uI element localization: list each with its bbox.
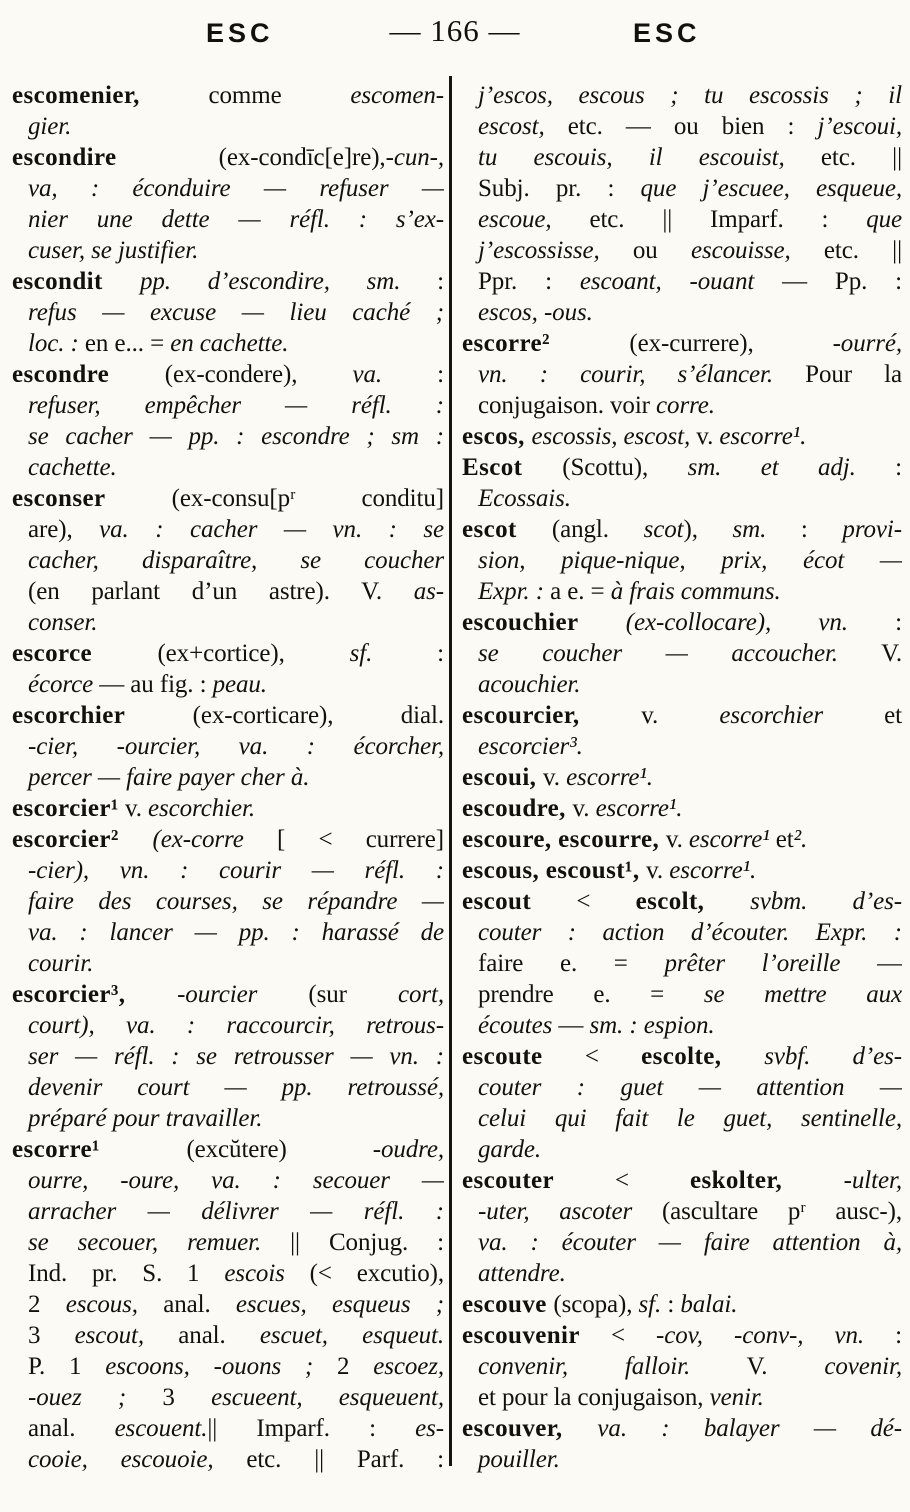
entry-line: escoute < escolte, svbf. d’es- (462, 1043, 902, 1070)
entry-line: se secouer, remuer. || Conjug. : (28, 1229, 444, 1256)
entry-escoute (462, 1041, 902, 1165)
entry-line: escoudre, v. escorre¹. (462, 795, 683, 822)
right-column (462, 80, 902, 1475)
column-divider (449, 76, 452, 1466)
entry-line: et pour la conjugaison, venir. (478, 1384, 764, 1411)
page-number: — 166 — (389, 13, 521, 48)
entry-line: Subj. pr. : que j’escuee, esqueue, (478, 175, 902, 202)
entry-line: 3 escout, anal. escuet, esqueut. (28, 1322, 444, 1349)
entry-line: escouchier (ex-collocare), vn. : (462, 609, 902, 636)
entry-line: escot (angl. scot), sm. : provi- (462, 516, 902, 543)
entry-line: se coucher — accoucher. V. (478, 640, 902, 667)
entry-line: acouchier. (478, 671, 581, 698)
entry-line: conjugaison. voir corre. (478, 392, 715, 419)
entry-line: conser. (28, 609, 98, 636)
entry-escous (462, 855, 902, 886)
entry-escorre-1 (12, 1134, 444, 1475)
entry-line: Ecossais. (478, 485, 571, 512)
entry-line: gier. (28, 113, 72, 140)
entry-line: faire e. = prêter l’oreille — (478, 950, 902, 977)
entry-line: préparé pour travailler. (28, 1105, 263, 1132)
entry-line: va. : lancer — pp. : harassé de (28, 919, 444, 946)
entry-escourcier (462, 700, 902, 762)
entry-line: escorcier² (ex-corre [ < currere] (12, 826, 444, 853)
entry-line: refus — excuse — lieu caché ; (28, 299, 444, 326)
entry-line: escorcier¹ v. escorchier. (12, 795, 256, 822)
entry-line: (en parlant d’un astre). V. as- (28, 578, 444, 605)
entry-escoure (462, 824, 902, 855)
entry-line: escondire (ex-condīc[e]re),-cun-, (12, 144, 444, 171)
entry-escorcier-1 (12, 793, 444, 824)
entry-line: escorchier (ex-corticare), dial. (12, 702, 444, 729)
entry-line: j’escossisse, ou escouisse, etc. || (478, 237, 902, 264)
entry-line: couter : guet — attention — (478, 1074, 902, 1101)
entry-line: tu escouis, il escouist, etc. || (478, 144, 902, 171)
entry-line: cooie, escouoie, etc. || Parf. : (28, 1446, 444, 1473)
entry-line: nier une dette — réfl. : s’ex- (28, 206, 444, 233)
entry-line: va. : écouter — faire attention à, (478, 1229, 902, 1256)
entry-line: escoui, v. escorre¹. (462, 764, 653, 791)
entry-line: percer — faire payer cher à. (28, 764, 310, 791)
entry-line: court), va. : raccourcir, retrous- (28, 1012, 444, 1039)
entry-line: escoure, escourre, v. escorre¹ et². (462, 826, 808, 853)
entry-line: -cier), vn. : courir — réfl. : (28, 857, 444, 884)
entry-escorcier-3 (12, 979, 444, 1134)
entry-esconser (12, 483, 444, 638)
entry-line: pouiller. (478, 1446, 560, 1473)
entry-line: escorre² (ex-currere), -ourré, (462, 330, 902, 357)
entry-line: écoutes — sm. : espion. (478, 1012, 715, 1039)
entry-line: va, : éconduire — refuser — (28, 175, 444, 202)
entry-line: escorcier³. (478, 733, 583, 760)
entry-escondit (12, 266, 444, 359)
entry-line: garde. (478, 1136, 542, 1163)
entry-line: escos, -ous. (478, 299, 593, 326)
entry-line: devenir court — pp. retroussé, (28, 1074, 444, 1101)
entry-escorre-2 (462, 328, 902, 421)
entry-line: Ind. pr. S. 1 escois (< excutio), (28, 1260, 444, 1287)
entry-line: -cier, -ourcier, va. : écorcher, (28, 733, 444, 760)
entry-line: loc. : en e... = en cachette. (28, 330, 289, 357)
entry-line: escout < escolt, svbm. d’es- (462, 888, 902, 915)
entry-line: se cacher — pp. : escondre ; sm : (28, 423, 444, 450)
entry-line: écorce — au fig. : peau. (28, 671, 267, 698)
entry-line: convenir, falloir. V. covenir, (478, 1353, 902, 1380)
entry-line: celui qui fait le guet, sentinelle, (478, 1105, 902, 1132)
entry-line: P. 1 escoons, -ouons ; 2 escoez, (28, 1353, 444, 1380)
entry-line: escorce (ex+cortice), sf. : (12, 640, 444, 667)
entry-line: escost, etc. — ou bien : j’escoui, (478, 113, 902, 140)
entry-escouter (462, 1165, 902, 1289)
entry-line: sion, pique-nique, prix, écot — (478, 547, 902, 574)
entry-escouve (462, 1289, 902, 1320)
entry-line: escous, escoust¹, v. escorre¹. (462, 857, 757, 884)
entry-escot (462, 514, 902, 607)
entry-line: 2 escous, anal. escues, esqueus ; (28, 1291, 444, 1318)
entry-line: Expr. : a e. = à frais communs. (478, 578, 781, 605)
entry-line: are), va. : cacher — vn. : se (28, 516, 444, 543)
entry-line: anal. escouent.|| Imparf. : es- (28, 1415, 444, 1442)
entry-line: escorre¹ (excŭtere) -oudre, (12, 1136, 444, 1163)
entry-line: refuser, empêcher — réfl. : (28, 392, 444, 419)
entry-line: cuser, se justifier. (28, 237, 199, 264)
entry-line: -ouez ; 3 escueent, esqueuent, (28, 1384, 444, 1411)
entry-line: vn. : courir, s’élancer. Pour la (478, 361, 902, 388)
entry-escouchier (462, 607, 902, 700)
entry-line: j’escos, escous ; tu escossis ; il (478, 82, 902, 109)
entry-escouver (462, 1413, 902, 1475)
entry-escorcier-2 (12, 824, 444, 979)
entry-escorre-1-continued (462, 80, 902, 328)
entry-line: attendre. (478, 1260, 566, 1287)
entry-line: esconser (ex-consu[pʳ conditu] (12, 485, 444, 512)
entry-line: escorcier³, -ourcier (sur cort, (12, 981, 444, 1008)
entry-line: courir. (28, 950, 94, 977)
entry-line: ser — réfl. : se retrousser — vn. : (28, 1043, 444, 1070)
entry-escorchier (12, 700, 444, 793)
entry-line: faire des courses, se répandre — (28, 888, 444, 915)
entry-line: escouver, va. : balayer — dé- (462, 1415, 902, 1442)
entry-escouvenir (462, 1320, 902, 1413)
entry-escomenier (12, 80, 444, 142)
entry-line: escondre (ex-condere), va. : (12, 361, 444, 388)
entry-line: escos, escossis, escost, v. escorre¹. (462, 423, 807, 450)
entry-line: escomenier, comme escomen- (12, 82, 444, 109)
entry-line: arracher — délivrer — réfl. : (28, 1198, 444, 1225)
entry-escoui (462, 762, 902, 793)
entry-line: escourcier, v. escorchier et (462, 702, 902, 729)
entry-line: escouvenir < -cov, -conv-, vn. : (462, 1322, 902, 1349)
entry-line: couter : action d’écouter. Expr. : (478, 919, 902, 946)
entry-escoudre (462, 793, 902, 824)
entry-escondire (12, 142, 444, 266)
left-column (12, 80, 444, 1475)
entry-line: cachette. (28, 454, 117, 481)
entry-line: Ppr. : escoant, -ouant — Pp. : (478, 268, 902, 295)
entry-line: escoue, etc. || Imparf. : que (478, 206, 902, 233)
entry-line: -uter, ascoter (ascultare pʳ ausc-), (478, 1198, 902, 1225)
entry-escorce (12, 638, 444, 700)
entry-Escot (462, 452, 902, 514)
entry-line: escondit pp. d’escondire, sm. : (12, 268, 444, 295)
entry-escos (462, 421, 902, 452)
entry-escout (462, 886, 902, 1041)
entry-escondre (12, 359, 444, 483)
entry-line: escouter < eskolter, -ulter, (462, 1167, 902, 1194)
header-right-keyword: ESC (633, 18, 701, 48)
entry-line: prendre e. = se mettre aux (478, 981, 902, 1008)
entry-line: escouve (scopa), sf. : balai. (462, 1291, 738, 1318)
header-left-keyword: ESC (206, 18, 274, 48)
entry-line: cacher, disparaître, se coucher (28, 547, 444, 574)
entry-line: Escot (Scottu), sm. et adj. : (462, 454, 902, 481)
entry-line: ourre, -oure, va. : secouer — (28, 1167, 444, 1194)
